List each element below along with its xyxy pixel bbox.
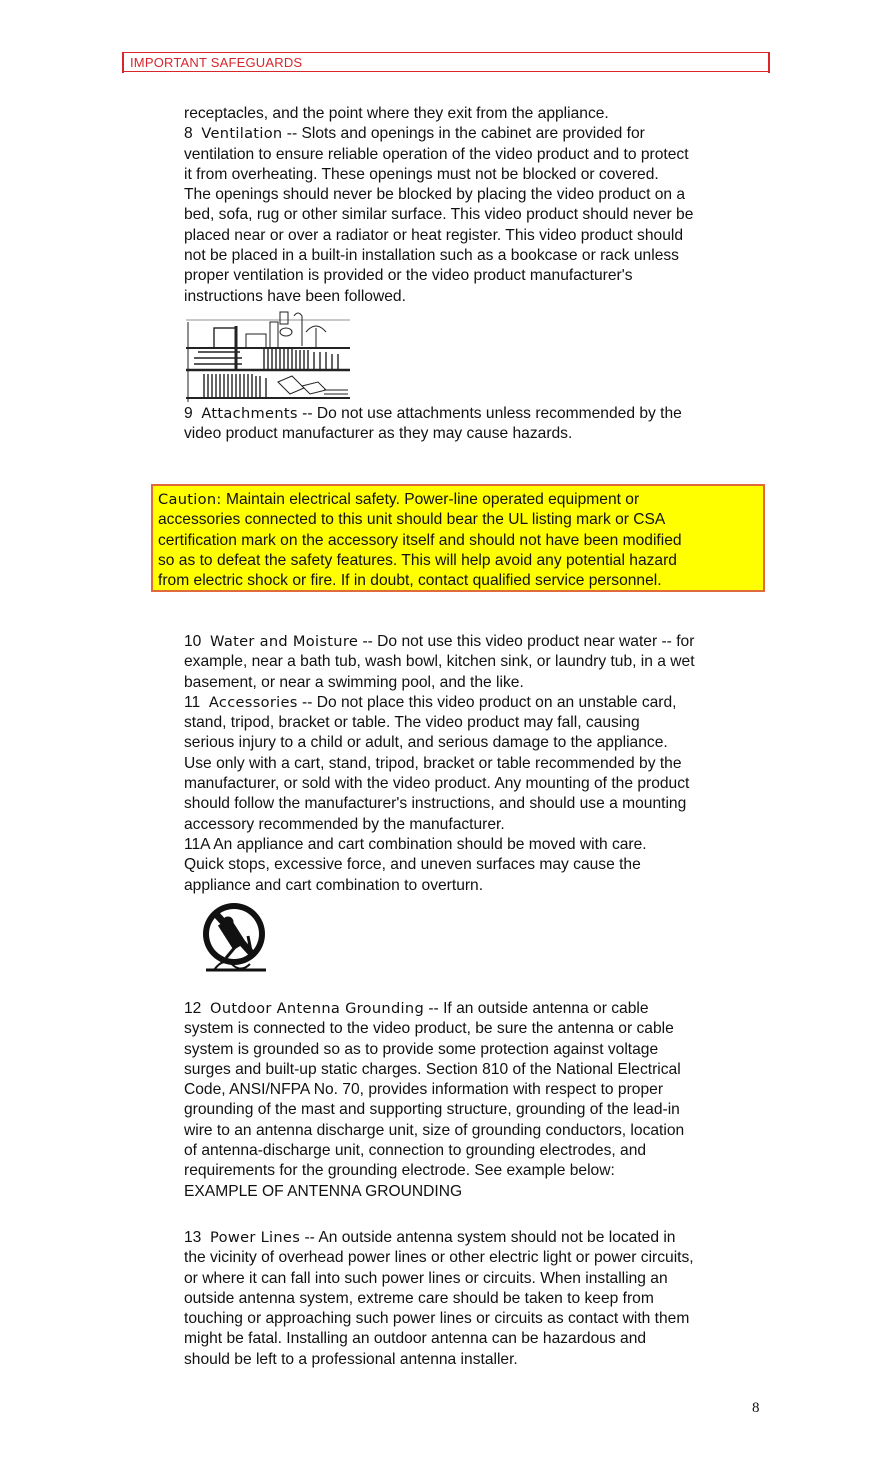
section-12-line-3: system is grounded so as to provide some protection against voltage [184,1040,659,1058]
section-12-antenna-grounding [184,999,774,1202]
section-12-line-8: of antenna-discharge unit, connection to grounding electrodes, and [184,1142,647,1160]
section-8-line-8: proper ventilation is provided or the video product manufacturer's [184,267,633,285]
section-10-heading: Water and Moisture [210,633,359,650]
section-11-line-6: should follow the manufacturer's instructions, and should use a mounting [184,795,687,813]
section-8-line-7: not be placed in a built-in installation such as a bookcase or rack unless [184,247,679,265]
caution-line-4: so as to defeat the safety features. This will help avoid any potential hazard [158,551,677,569]
section-13-power-lines [184,1228,774,1370]
section-13-line-3: or where it can fall into such power lines or circuits. When installing an [184,1269,668,1287]
section-12-line-2: system is connected to the video product, be sure the antenna or cable [184,1020,674,1038]
section-11-line-4: Use only with a cart, stand, tripod, bracket or table recommended by the [184,754,682,772]
caution-heading: Caution: [158,491,222,508]
section-10-line-2: example, near a bath tub, wash bowl, kitchen sink, or laundry tub, in a wet [184,653,695,671]
section-9-line-2: video product manufacturer as they may cause hazards. [184,425,573,443]
section-13-line-4: outside antenna system, extreme care should be taken to keep from [184,1289,654,1307]
section-10-line-1: 10 Water and Moisture -- Do not use this video product near water -- for [184,633,695,650]
section-13-line-2: the vicinity of overhead power lines or other electric light or power circuits, [184,1249,694,1267]
sections-10-11 [184,632,774,896]
section-13-line-7: should be left to a professional antenna installer. [184,1350,518,1368]
section-8-line-9: instructions have been followed. [184,287,406,305]
section-13-line-6: might be fatal. Installing an outdoor antenna can be hazardous and [184,1330,647,1348]
section-8-line-2: ventilation to ensure reliable operation of the video product and to protect [184,145,689,163]
section-7-tail: receptacles, and the point where they exit from the appliance. [184,105,609,122]
section-8-line-6: placed near or over a radiator or heat register. This video product should [184,226,683,244]
section-12-line-9: requirements for the grounding electrode. See example below: [184,1162,615,1180]
caution-box [151,484,765,592]
section-13-line-1: 13 Power Lines -- An outside antenna system should not be located in [184,1229,676,1246]
section-9-heading: Attachments [201,405,298,422]
section-8-heading: Ventilation [201,125,283,143]
header-banner [123,52,769,72]
section-12-line-1: 12 Outdoor Antenna Grounding -- If an outside antenna or cable [184,1000,649,1017]
section-12-line-6: grounding of the mast and supporting structure, grounding of the lead-in [184,1101,680,1119]
section-11-line-1: 11 Accessories -- Do not place this video product on an unstable card, [184,693,677,711]
ventilation-bookcase-illustration [184,308,352,404]
section-11-line-3: serious injury to a child or adult, and serious damage to the appliance. [184,734,668,752]
header-title: IMPORTANT SAFEGUARDS [130,55,303,70]
section-12-heading: Outdoor Antenna Grounding [210,1000,425,1017]
caution-line-1: Caution: Maintain electrical safety. Power-line operated equipment or [158,491,640,508]
section-8-line-1: 8 Ventilation -- Slots and openings in the cabinet are provided for [184,125,645,143]
section-8-line-4: The openings should never be blocked by placing the video product on a [184,186,686,204]
section-13-heading: Power Lines [210,1229,301,1246]
section-11a-line-2: Quick stops, excessive force, and uneven surfaces may cause the [184,856,641,874]
section-11-line-2: stand, tripod, bracket or table. The video product may fall, causing [184,714,640,732]
section-12-line-5: Code, ANSI/NFPA No. 70, provides information with respect to proper [184,1081,664,1099]
caution-line-5: from electric shock or fire. If in doubt, contact qualified service personnel. [158,572,662,590]
cart-tipover-warning-icon [196,900,272,976]
section-12-example-label: EXAMPLE OF ANTENNA GROUNDING [184,1182,463,1200]
section-13-line-5: touching or approaching such power lines or circuits as contact with them [184,1310,690,1328]
page-number: 8 [752,1400,760,1416]
section-10-line-3: basement, or near a swimming pool, and the like. [184,673,524,691]
section-11-line-7: accessory recommended by the manufacturer. [184,815,505,833]
section-9-line-1: 9 Attachments -- Do not use attachments unless recommended by the [184,405,682,422]
section-12-line-7: wire to an antenna discharge unit, size of grounding conductors, location [184,1121,685,1139]
section-8-ventilation [184,104,774,307]
caution-line-2: accessories connected to this unit should bear the UL listing mark or CSA [158,511,666,529]
section-12-line-4: surges and built-up static charges. Section 810 of the National Electrical [184,1060,681,1078]
section-9-attachments [184,404,774,445]
section-8-line-3: it from overheating. These openings must not be blocked or covered. [184,165,659,183]
section-11-heading: Accessories [208,693,298,711]
section-11a-line-3: appliance and cart combination to overturn. [184,876,484,894]
caution-line-3: certification mark on the accessory itself and should not have been modified [158,531,682,549]
section-8-line-5: bed, sofa, rug or other similar surface. This video product should never be [184,206,694,224]
section-11a-line-1: 11A An appliance and cart combination should be moved with care. [184,835,647,853]
section-11-line-5: manufacturer, or sold with the video product. Any mounting of the product [184,775,690,793]
